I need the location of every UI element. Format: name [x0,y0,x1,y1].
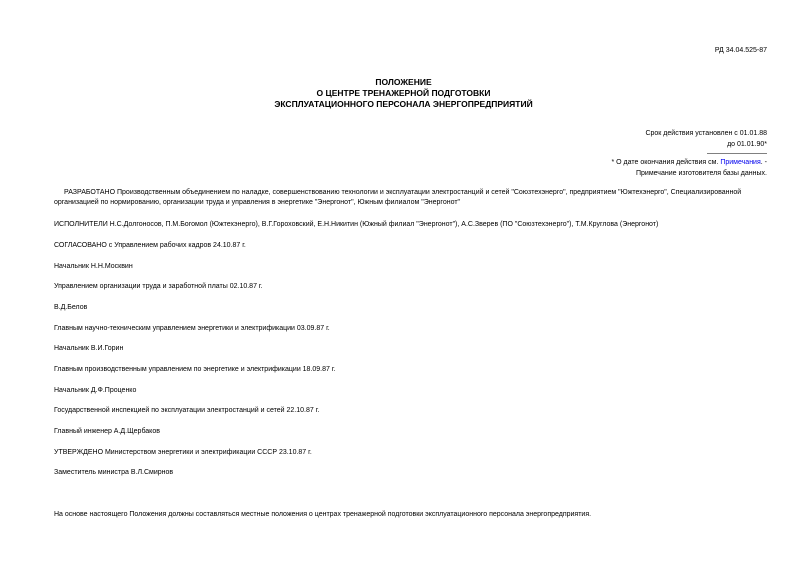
note-divider [707,153,767,154]
agreed-state-inspection: Государственной инспекцией по эксплуатации электростанций и сетей 22.10.87 г. [54,407,320,414]
agreed-production-dept: Главным производственным управлением по энергетике и электрификации 18.09.87 г. [54,366,336,373]
notes-link[interactable]: Примечания [720,159,761,166]
title-line-2: О ЦЕНТРЕ ТРЕНАЖЕРНОЙ ПОДГОТОВКИ [316,88,491,98]
signatory-smirnov: Заместитель министра В.Л.Смирнов [54,469,174,476]
agreed-scitech-dept: Главным научно-техническим управлением энергетики и электрификации 03.09.87 г. [54,325,330,332]
validity-start: Срок действия установлен с 01.01.88 [645,130,767,137]
footnote-line-1 [611,157,767,168]
validity-period [645,128,767,150]
agreed-by: СОГЛАСОВАНО с Управлением рабочих кадров 24.10.87 г. [54,242,246,249]
footnote-line-2: Примечание изготовителя базы данных. [635,170,767,177]
validity-end: до 01.01.90* [727,141,767,148]
performers: ИСПОЛНИТЕЛИ Н.С.Долгоносов, П.М.Богомол (Южтехэнерго), В.Г.Гороховский, Е.Н.Никитин (Южный филиал "Энергонот"), А.С.Зверев (ПО "Союзтехэнерго"), Т.М.Круглова (Энергонот) [54,221,659,228]
signatory-gorin: Начальник В.И.Горин [54,345,124,352]
signatory-belov: В.Д.Белов [54,304,88,311]
footnote-prefix: * О дате окончания действия см. [611,159,721,166]
title-line-1: ПОЛОЖЕНИЕ [375,77,432,87]
document-title [0,77,807,110]
basis-paragraph: На основе настоящего Положения должны составляться местные положения о центрах тренажерной подготовки эксплуатационного персонала энергопредприятия. [54,511,592,518]
footnote [611,157,767,179]
title-line-3: ЭКСПЛУАТАЦИОННОГО ПЕРСОНАЛА ЭНЕРГОПРЕДПРИЯТИЙ [274,99,533,109]
signatory-moskvin: Начальник Н.Н.Москвин [54,263,133,270]
footnote-suffix: . - [760,159,767,166]
approved-by: УТВЕРЖДЕНО Министерством энергетики и электрификации СССР 23.10.87 г. [54,449,312,456]
signatory-protsenko: Начальник Д.Ф.Проценко [54,387,137,394]
signatory-shcherbakov: Главный инженер А.Д.Щербаков [54,428,160,435]
developed-by: РАЗРАБОТАНО Производственным объединением по наладке, совершенствованию технологии и эксплуатации электростанций и сетей "Союзтехэнерго", предприятием "Южтехэнерго", Специализированной организацией по нормированию, организации труда и управления в энергетике "Энергонот", Южным филиалом "Энергонот" [54,189,742,206]
document-code: РД 34.04.525-87 [714,47,767,54]
agreed-labor-dept: Управлением организации труда и заработной платы 02.10.87 г. [54,283,263,290]
